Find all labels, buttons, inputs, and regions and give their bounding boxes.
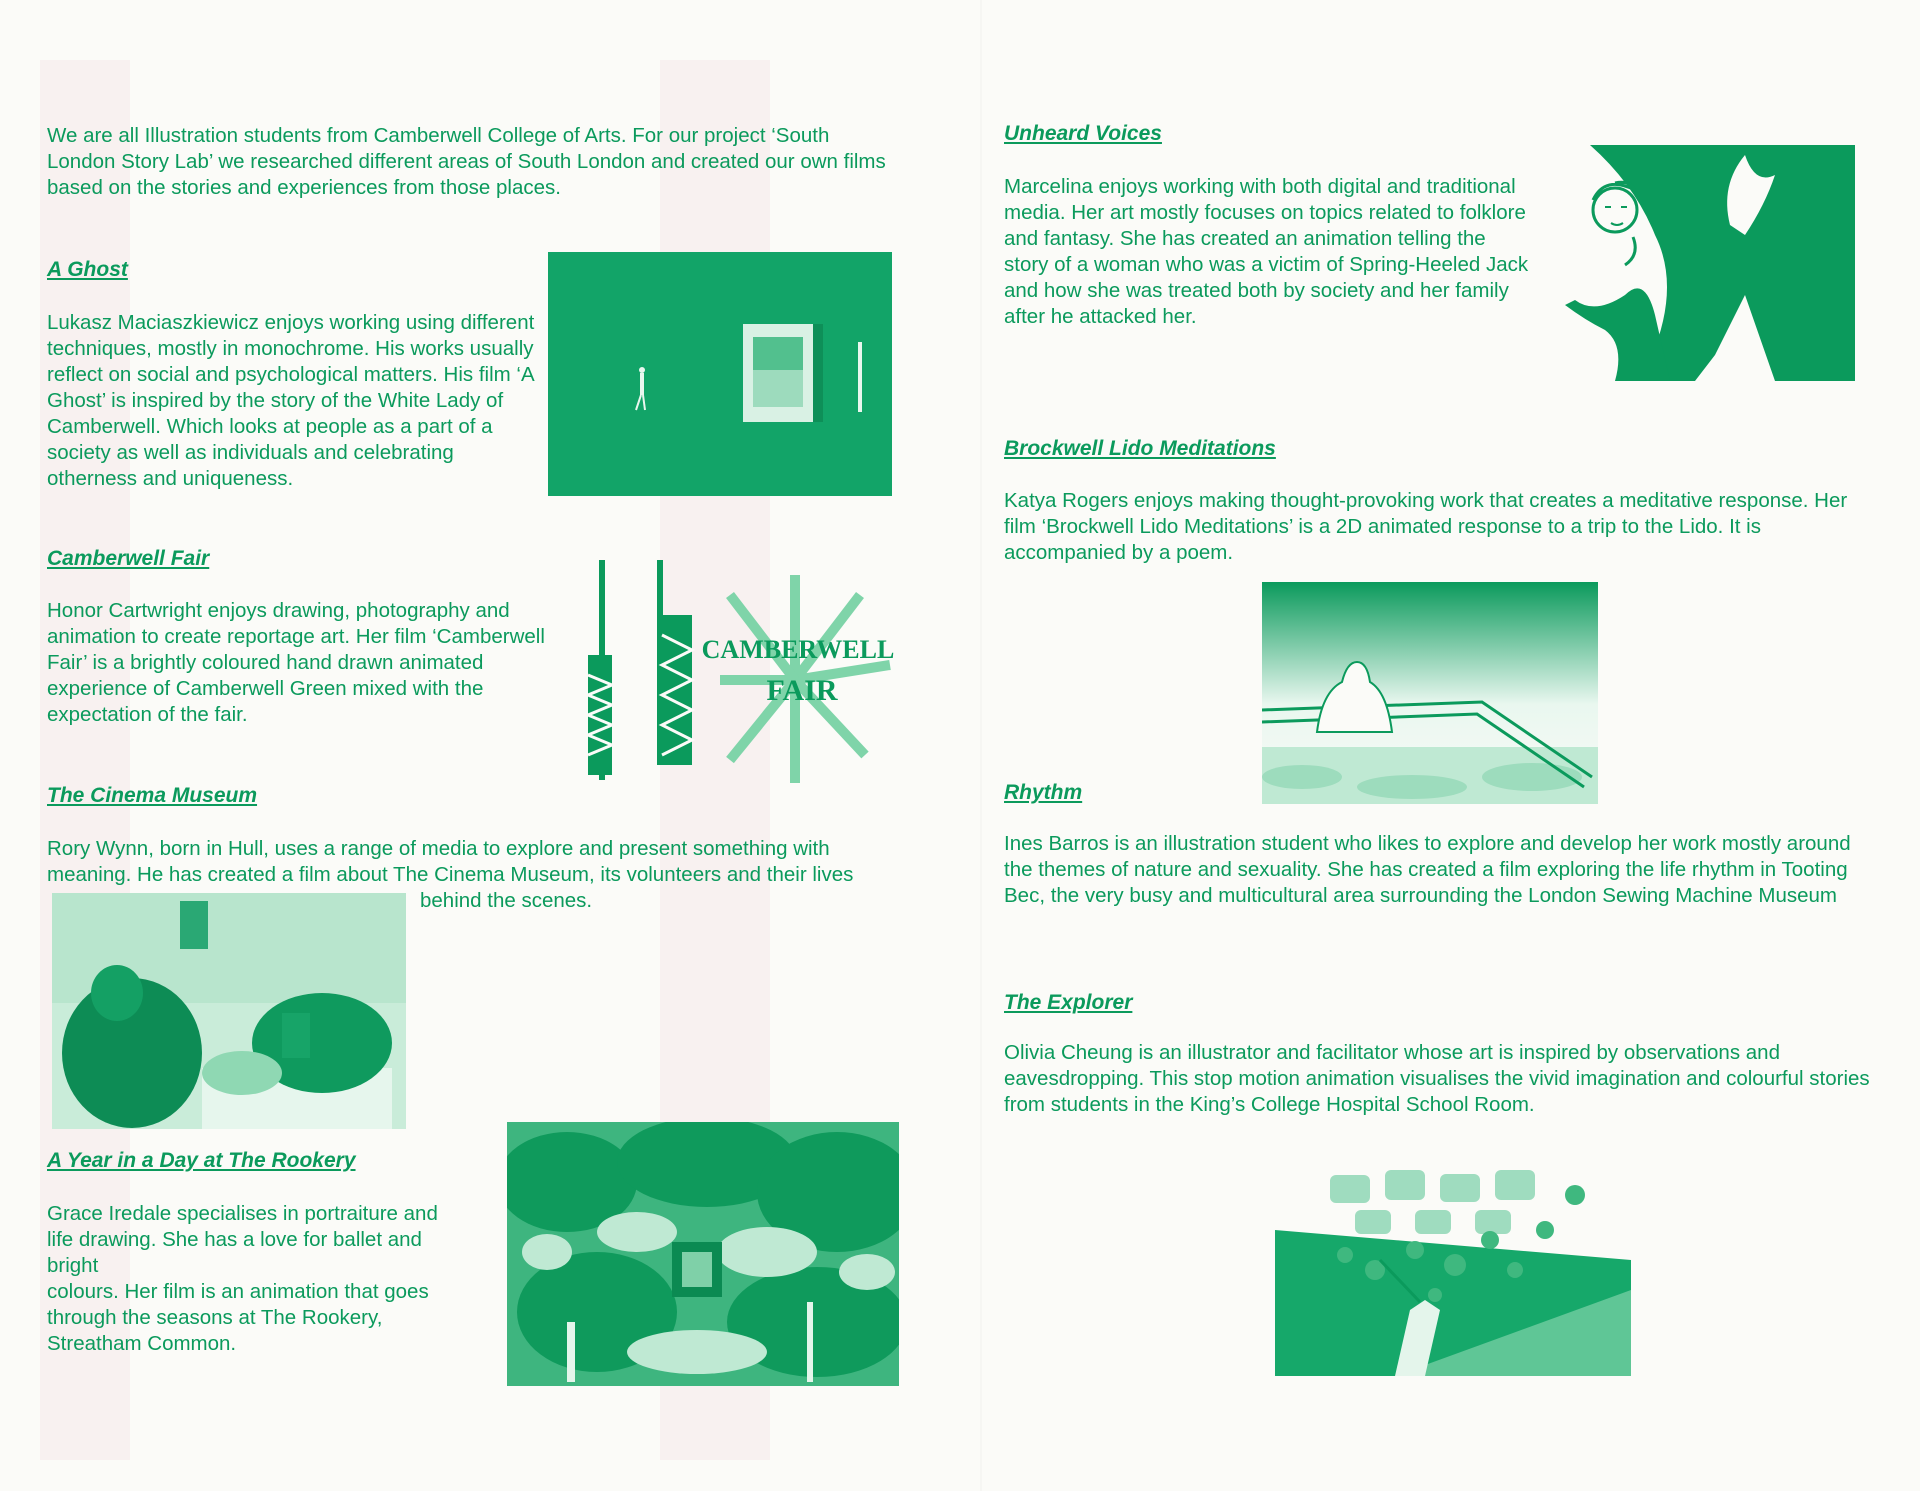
- cinema-body: Rory Wynn, born in Hull, uses a range of media to explore and present something with meaning. He has created a film about The Cinema Museum, its volunteers and their lives: [47, 837, 854, 886]
- rookery-painting: [507, 1122, 899, 1386]
- rookery-line-3: bright: [47, 1254, 99, 1277]
- unheard-illustration: [1545, 145, 1855, 381]
- fair-logo-line2: FAIR: [766, 674, 838, 707]
- ghost-body: Lukasz Maciaszkiewicz enjoys working using different techniques, mostly in monochrome. His works usually reflect on social and psychological matters. His film ‘A Ghost’ is inspired by the story of the White Lady of Camberwell. Which looks at people as a part of a society as well as individuals and celebrating otherness and uniqueness.: [47, 311, 535, 490]
- rookery-line-6: Streatham Common.: [47, 1332, 237, 1355]
- page-fold: [980, 0, 982, 1491]
- ghost-still-image: [548, 252, 892, 496]
- heading-camberwell-fair: Camberwell Fair: [47, 547, 210, 570]
- fair-body: Honor Cartwright enjoys drawing, photography and animation to create reportage art. Her film ‘Camberwell Fair’ is a brightly coloured hand drawn animated experience of Camberwell Green mixed with the expectation of the fair.: [47, 599, 545, 726]
- cinema-photo: [52, 893, 406, 1129]
- rhythm-body: Ines Barros is an illustration student who likes to explore and develop her work mostly around the themes of nature and sexuality. She has created a film exploring the life rhythm in Tooting Bec, the very busy and multicultural area surrounding the London Sewing Machine Museum: [1004, 832, 1851, 907]
- heading-brockwell-lido: Brockwell Lido Meditations: [1004, 437, 1276, 460]
- heading-the-explorer: The Explorer: [1004, 991, 1133, 1014]
- heading-cinema-museum: The Cinema Museum: [47, 784, 258, 807]
- cinema-body-tail: behind the scenes.: [420, 889, 593, 912]
- heading-unheard-voices: Unheard Voices: [1004, 122, 1162, 145]
- rookery-line-1: Grace Iredale specialises in portraiture and: [47, 1202, 438, 1225]
- explorer-photo: [1275, 1170, 1631, 1376]
- rookery-line-2: life drawing. She has a love for ballet and: [47, 1228, 422, 1251]
- rookery-body: [47, 1201, 507, 1357]
- fair-logo-line1: CAMBERWELL: [701, 635, 895, 664]
- heading-a-ghost: A Ghost: [47, 258, 128, 281]
- unheard-body: Marcelina enjoys working with both digital and traditional media. Her art mostly focuses on topics related to folklore and fantasy. She has created an animation telling the story of a woman who was a victim of Spring-Heeled Jack and how she was treated both by society and her family after he attacked her.: [1004, 175, 1529, 328]
- heading-rookery: A Year in a Day at The Rookery: [47, 1149, 356, 1172]
- intro-text: We are all Illustration students from Camberwell College of Arts. For our project ‘South London Story Lab’ we researched different areas of South London and created our own films based on the stories and experiences from those places.: [47, 124, 886, 199]
- explorer-body: Olivia Cheung is an illustrator and facilitator whose art is inspired by observations and eavesdropping. This stop motion animation visualises the vivid imagination and colourful stories from students in the King’s College Hospital School Room.: [1004, 1041, 1870, 1116]
- fair-illustration: [570, 555, 900, 785]
- rookery-line-5: through the seasons at The Rookery,: [47, 1306, 383, 1329]
- rookery-line-4: colours. Her film is an animation that goes: [47, 1280, 429, 1303]
- heading-rhythm: Rhythm: [1004, 781, 1083, 804]
- lido-body: Katya Rogers enjoys making thought-provoking work that creates a meditative response. Her film ‘Brockwell Lido Meditations’ is a 2D animated response to a trip to the Lido. It is accompanied by a poem.: [1004, 489, 1848, 564]
- lido-illustration: [1262, 582, 1598, 804]
